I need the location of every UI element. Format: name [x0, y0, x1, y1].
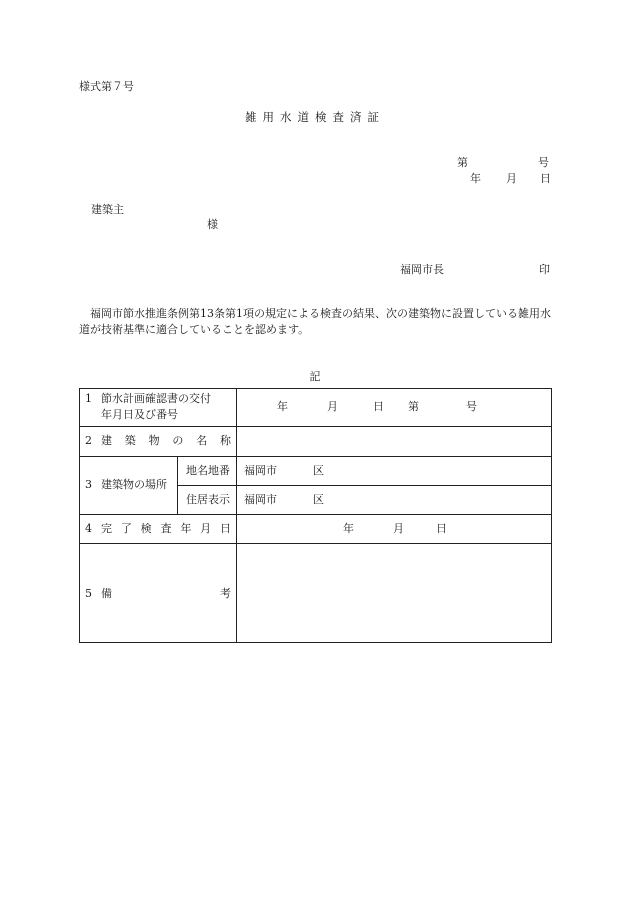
- row3-sub2-ward: 区: [313, 493, 324, 506]
- row5-label-char: 備: [101, 587, 112, 600]
- row3-sub2-city: 福岡市: [244, 493, 277, 506]
- row4-month: 月: [393, 522, 404, 535]
- issuer-name: 福岡市長: [400, 263, 444, 276]
- row2-label-char: 名: [196, 434, 208, 447]
- row1-no-prefix: 第: [408, 400, 419, 413]
- row4-day: 日: [436, 522, 447, 535]
- issue-date-day: 日: [540, 172, 551, 185]
- row4-year: 年: [343, 522, 354, 535]
- row4-label-char: 年: [180, 522, 192, 535]
- row1-month: 月: [327, 400, 338, 413]
- row3-sub1-ward: 区: [313, 464, 324, 477]
- row5-label-char: 考: [220, 587, 231, 600]
- seal-mark: 印: [539, 263, 550, 276]
- row1-label-line2: 年月日及び番号: [101, 408, 178, 421]
- row1-number: 1: [85, 392, 92, 405]
- row2-label-char: 称: [219, 434, 231, 447]
- number-suffix: 号: [538, 156, 549, 169]
- issue-date-year: 年: [470, 172, 481, 185]
- issue-date-month: 月: [506, 172, 517, 185]
- client-label: 建築主: [91, 203, 124, 216]
- row3-sub1-city: 福岡市: [244, 464, 277, 477]
- row1-day: 日: [373, 400, 384, 413]
- row1-no-suffix: 号: [466, 400, 477, 413]
- row4-label-char: 完: [101, 522, 112, 535]
- row3-sub2-label: 住居表示: [186, 493, 230, 506]
- number-prefix: 第: [457, 156, 468, 169]
- row2-label-char: 物: [148, 434, 160, 447]
- row5-number: 5: [85, 587, 92, 600]
- row1-label-line1: 節水計画確認書の交付: [101, 392, 211, 405]
- row4-label-char: 月: [200, 522, 212, 535]
- row4-label-char: 検: [140, 522, 152, 535]
- form-number: 様式第７号: [79, 80, 134, 93]
- document-title: 雑用水道検査済証: [245, 110, 385, 124]
- row4-label-char: 了: [120, 522, 132, 535]
- row2-label-char: 建: [101, 434, 112, 447]
- row4-label: [101, 522, 231, 536]
- row2-number: 2: [85, 434, 92, 447]
- body-text: 福岡市節水推進条例第13条第1項の規定による検査の結果、次の建築物に設置している雑用水道が技術基準に適合していることを認めます。: [79, 307, 551, 336]
- row2-label-char: 築: [124, 434, 136, 447]
- row1-year: 年: [277, 400, 288, 413]
- row4-label-char: 日: [219, 522, 231, 535]
- row3-number: 3: [85, 478, 92, 491]
- row2-label: [101, 434, 231, 448]
- row5-label: [101, 587, 231, 601]
- row4-number: 4: [85, 522, 92, 535]
- inspection-table: [79, 388, 552, 643]
- ki-heading: 記: [309, 370, 321, 383]
- client-honorific: 様: [207, 218, 218, 231]
- row4-label-char: 査: [160, 522, 172, 535]
- row3-label: 建築物の場所: [101, 478, 167, 491]
- row2-label-char: の: [172, 434, 184, 447]
- row3-sub1-label: 地名地番: [186, 464, 230, 477]
